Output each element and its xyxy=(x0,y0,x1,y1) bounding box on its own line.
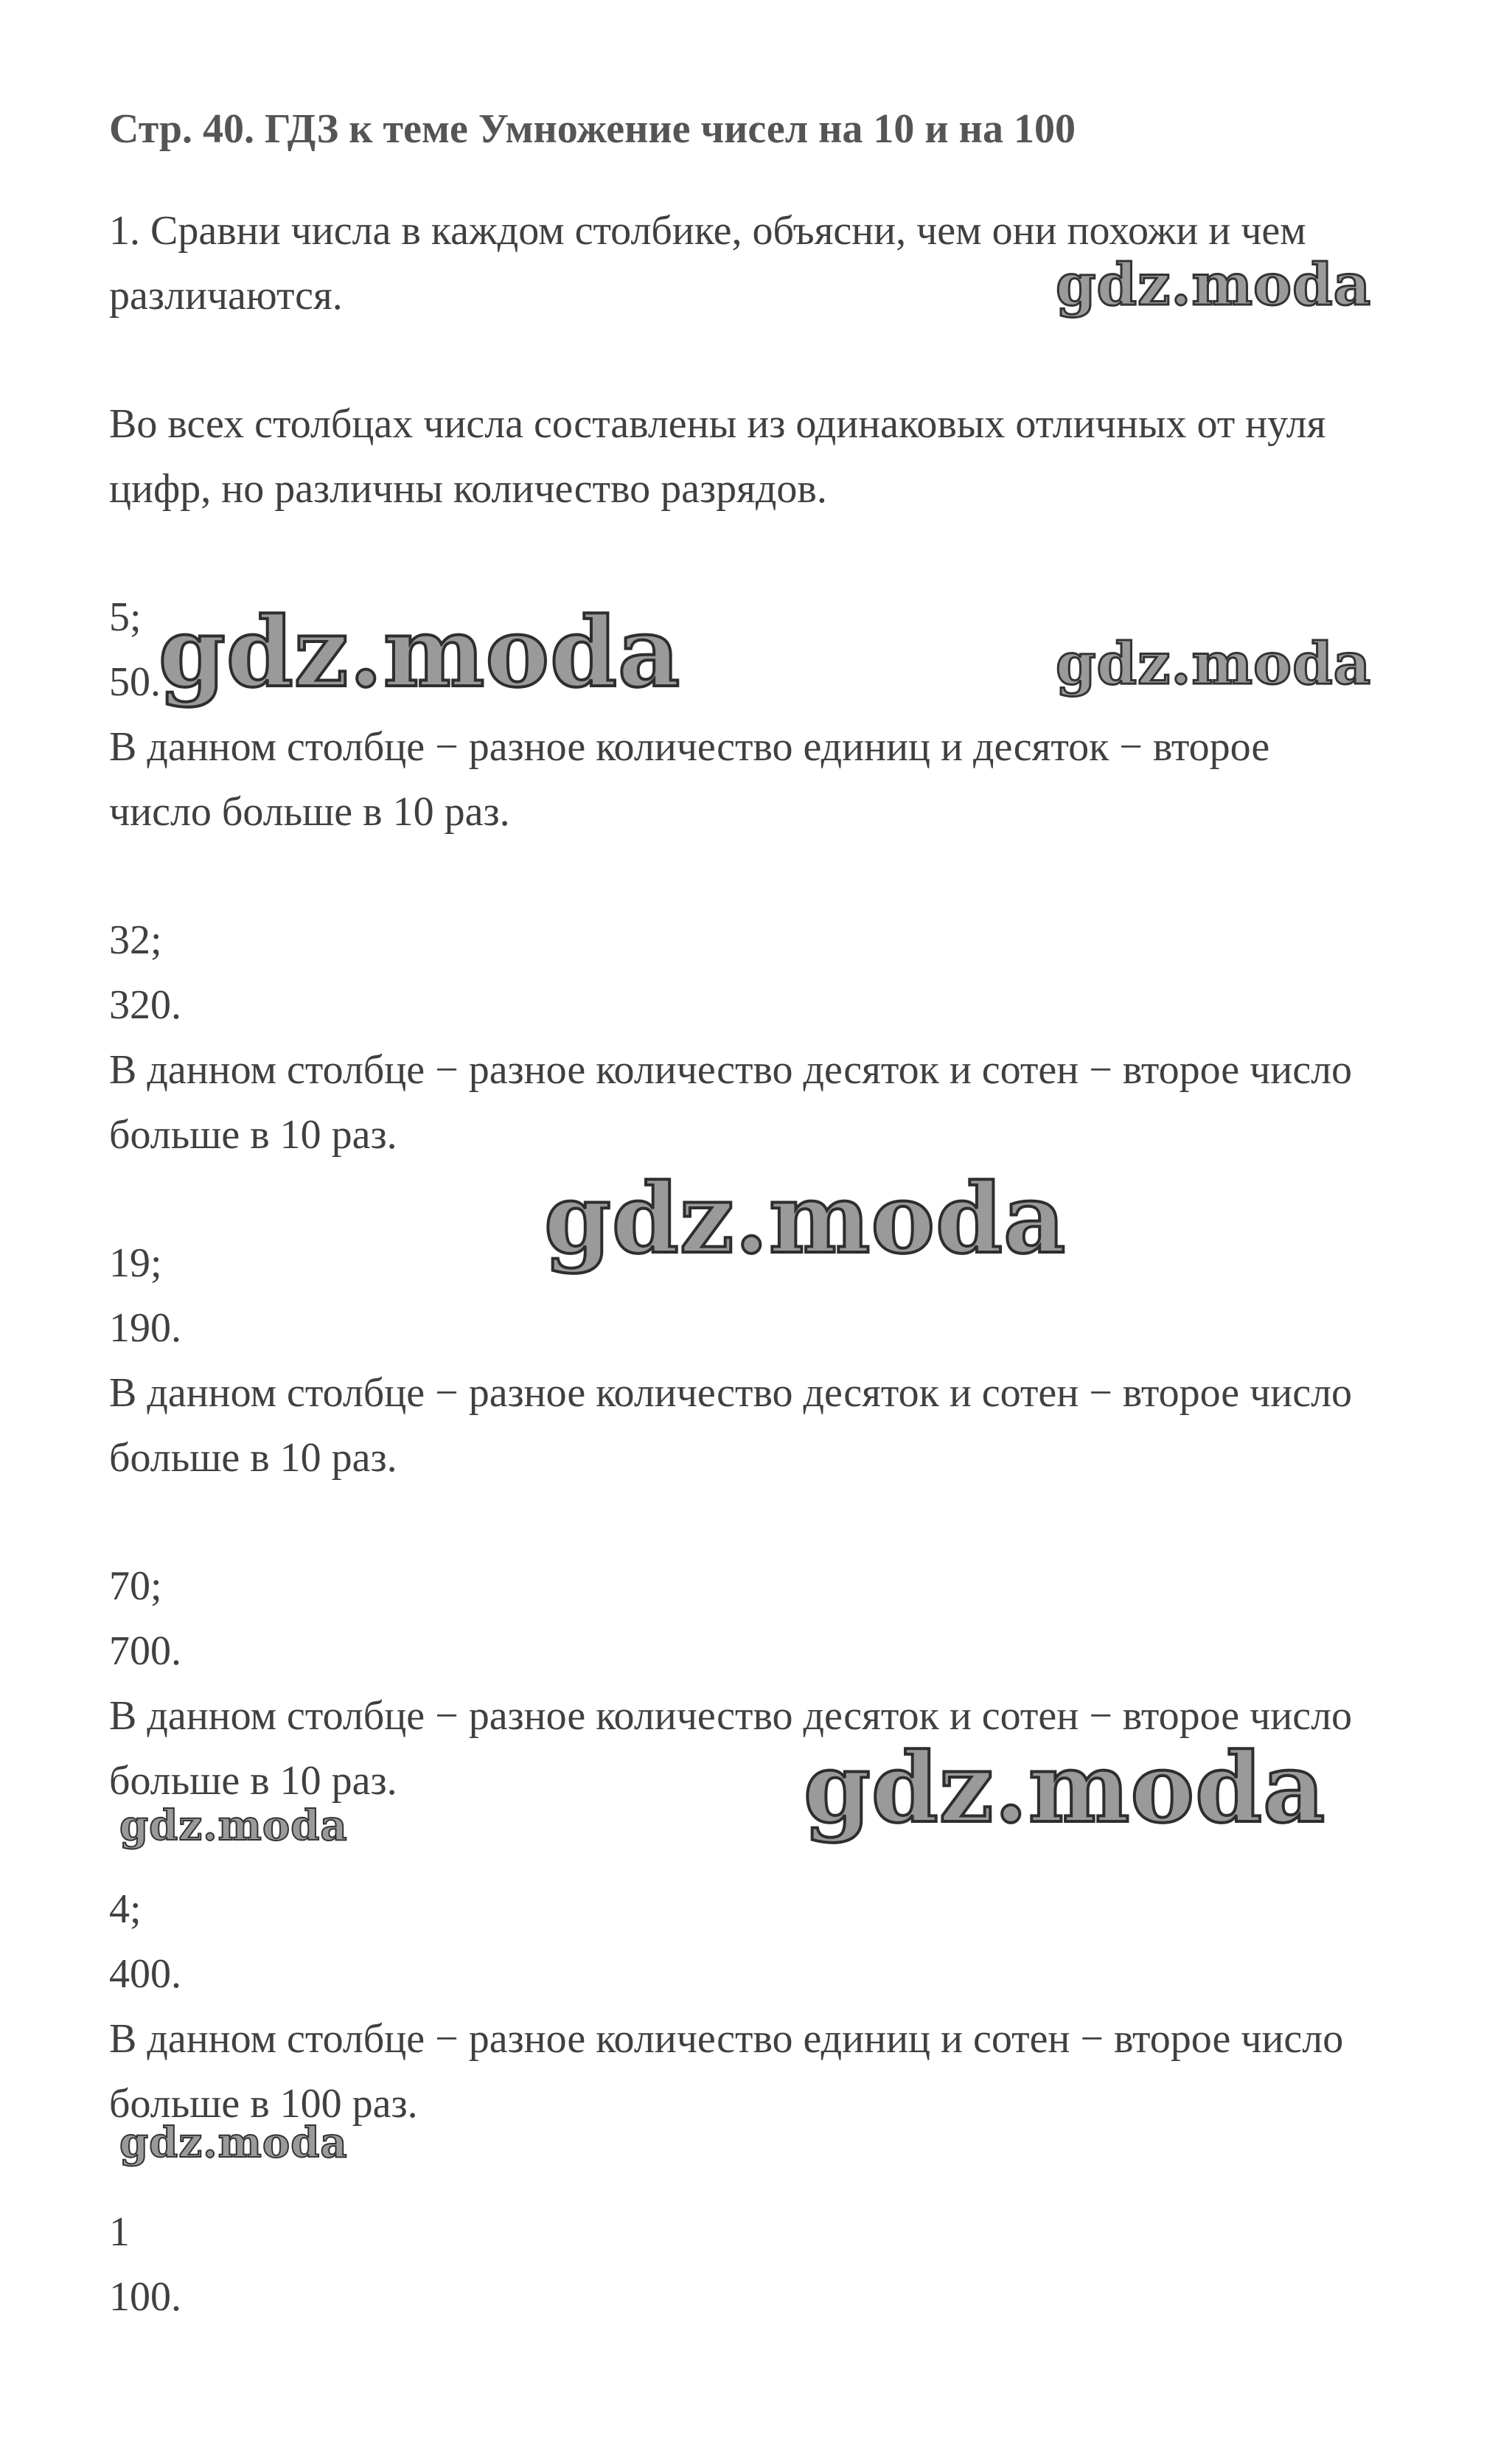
column-4-text-line-2: больше в 10 раз. xyxy=(109,1758,397,1804)
watermark-logo: gdz.moda xyxy=(158,596,681,709)
column-5-number-a: 4; xyxy=(109,1886,142,1932)
watermark-logo: gdz.moda xyxy=(804,1731,1326,1844)
column-4-number-b: 700. xyxy=(109,1628,181,1674)
column-1-number-a: 5; xyxy=(109,594,142,640)
column-4-number-a: 70; xyxy=(109,1563,162,1609)
column-6-number-b: 100. xyxy=(109,2274,181,2320)
watermark-logo: gdz.moda xyxy=(119,2119,348,2167)
column-3-number-b: 190. xyxy=(109,1305,181,1351)
column-2-text-line-2: больше в 10 раз. xyxy=(109,1112,397,1158)
watermark-logo: gdz.moda xyxy=(1056,630,1372,698)
task-text-line-1: 1. Сравни числа в каждом столбике, объясни, чем они похожи и чем xyxy=(109,208,1306,254)
watermark-logo: gdz.moda xyxy=(544,1162,1067,1275)
column-5-text-line-1: В данном столбце − разное количество единиц и сотен − второе число xyxy=(109,2016,1344,2062)
column-4-text-line-1: В данном столбце − разное количество десяток и сотен − второе число xyxy=(109,1693,1353,1739)
column-2-number-b: 320. xyxy=(109,982,181,1028)
intro-text-line-1: Во всех столбцах числа составлены из одинаковых отличных от нуля xyxy=(109,401,1326,447)
page-title: Стр. 40. ГДЗ к теме Умножение чисел на 10 и на 100 xyxy=(109,106,1076,152)
column-1-number-b: 50. xyxy=(109,659,161,705)
watermark-logo: gdz.moda xyxy=(119,1801,348,1850)
column-2-number-a: 32; xyxy=(109,917,162,963)
watermark-logo: gdz.moda xyxy=(1056,251,1372,319)
column-3-text-line-1: В данном столбце − разное количество десяток и сотен − второе число xyxy=(109,1370,1353,1416)
column-1-text-line-1: В данном столбце − разное количество единиц и десяток − второе xyxy=(109,724,1270,770)
column-3-number-a: 19; xyxy=(109,1240,162,1286)
column-2-text-line-1: В данном столбце − разное количество десяток и сотен − второе число xyxy=(109,1047,1353,1093)
column-5-number-b: 400. xyxy=(109,1951,181,1997)
intro-text-line-2: цифр, но различны количество разрядов. xyxy=(109,466,827,512)
column-5-text-line-2: больше в 100 раз. xyxy=(109,2081,418,2127)
column-1-text-line-2: число больше в 10 раз. xyxy=(109,789,510,835)
task-text-line-2: различаются. xyxy=(109,273,343,319)
column-6-number-a: 1 xyxy=(109,2209,130,2255)
column-3-text-line-2: больше в 10 раз. xyxy=(109,1435,397,1481)
